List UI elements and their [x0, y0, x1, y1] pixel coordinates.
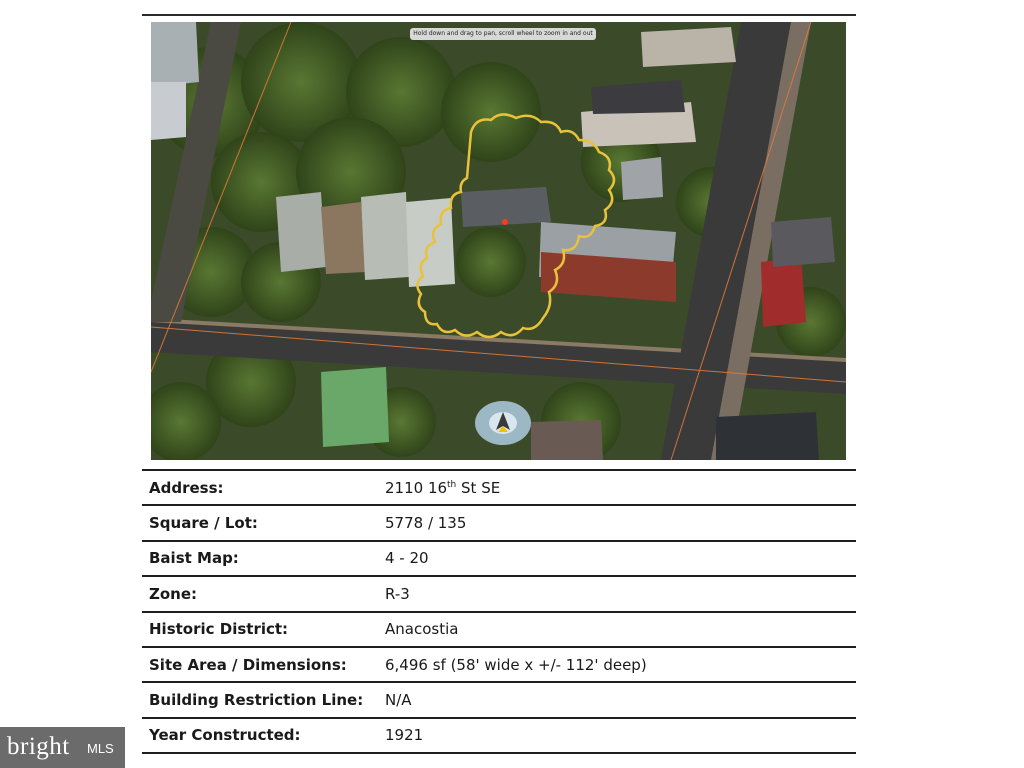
year-constructed-value: 1921	[385, 726, 424, 745]
site-area-value: 6,496 sf (58' wide x +/- 112' deep)	[385, 655, 647, 674]
table-row	[142, 541, 856, 576]
map-pan-hint: Hold down and drag to pan, scroll wheel to zoom in and out	[410, 28, 596, 40]
bright-logo-text: bright	[7, 733, 70, 760]
square-lot-label: Square / Lot:	[149, 514, 258, 533]
baist-map-value: 4 - 20	[385, 549, 429, 568]
table-row	[142, 505, 856, 540]
building-restriction-value: N/A	[385, 691, 412, 710]
square-lot-value: 5778 / 135	[385, 514, 467, 533]
map-compass-control[interactable]	[474, 400, 532, 446]
table-row	[142, 647, 856, 682]
year-constructed-label: Year Constructed:	[149, 726, 301, 745]
zone-label: Zone:	[149, 584, 198, 603]
table-row	[142, 612, 856, 647]
property-info-table	[142, 469, 856, 754]
mls-logo-text: MLS	[87, 741, 114, 756]
zone-value: R-3	[385, 584, 410, 603]
table-row	[142, 576, 856, 611]
building-restriction-label: Building Restriction Line:	[149, 691, 364, 710]
address-label: Address:	[149, 478, 224, 497]
address-value: 2110 16th St SE	[385, 478, 501, 497]
site-area-label: Site Area / Dimensions:	[149, 655, 347, 674]
table-row	[142, 470, 856, 505]
table-row	[142, 718, 856, 753]
aerial-imagery	[151, 22, 846, 460]
aerial-map[interactable]	[151, 22, 846, 460]
historic-district-value: Anacostia	[385, 620, 459, 639]
baist-map-label: Baist Map:	[149, 549, 239, 568]
top-rule	[142, 14, 856, 16]
table-row	[142, 682, 856, 717]
historic-district-label: Historic District:	[149, 620, 289, 639]
bright-mls-watermark	[0, 727, 125, 768]
